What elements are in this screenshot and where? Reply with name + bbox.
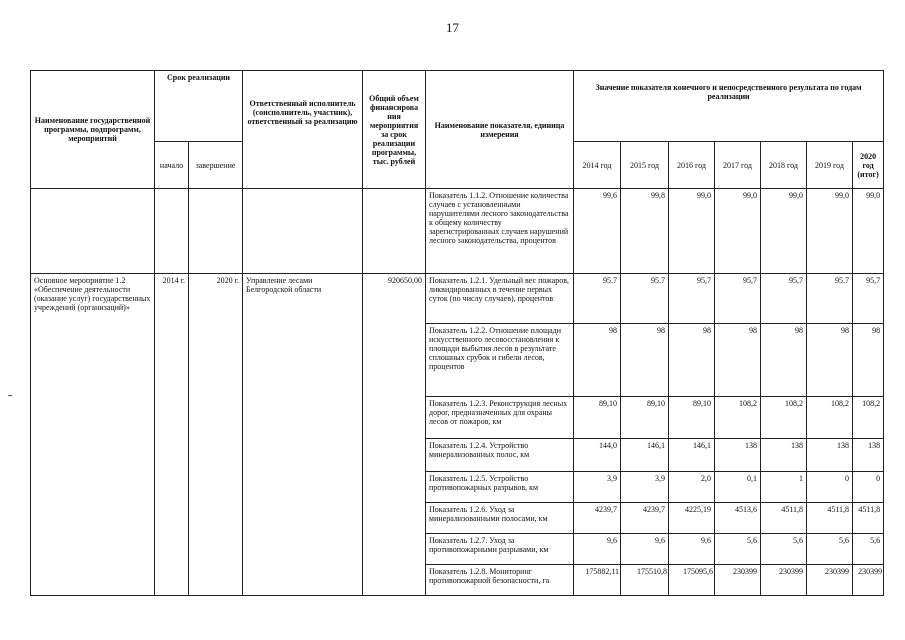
- empty-cell: [31, 189, 155, 274]
- value-cell: 95.7: [807, 274, 853, 324]
- value-cell: 0: [853, 472, 884, 503]
- value-cell: 4511,8: [761, 503, 807, 534]
- value-cell: 138: [853, 439, 884, 472]
- value-cell: 95.7: [574, 274, 621, 324]
- value-cell: 4511,8: [853, 503, 884, 534]
- indicator-cell: Показатель 1.2.8. Мониторинг противопожарной безопасности, га: [426, 565, 574, 596]
- table-row: [31, 274, 884, 324]
- table-row: [31, 189, 884, 274]
- value-cell: 95.7: [621, 274, 669, 324]
- value-cell: 108,2: [761, 397, 807, 439]
- value-cell: 99,0: [715, 189, 761, 274]
- measure-name: Основное мероприятие 1.2 «Обеспечение деятельности (оказание услуг) государственных учреждений (организаций)»: [31, 274, 155, 596]
- value-cell: 138: [715, 439, 761, 472]
- header-year-2014: 2014 год: [574, 142, 621, 189]
- value-cell: 98: [761, 324, 807, 397]
- header-volume: Общий объем финансирова ния мероприятия за срок реализации программы, тыс. рублей: [363, 71, 426, 189]
- value-cell: 89,10: [669, 397, 715, 439]
- value-cell: 9,6: [621, 534, 669, 565]
- header-year-2016: 2016 год: [669, 142, 715, 189]
- value-cell: 95,7: [715, 274, 761, 324]
- value-cell: 4225,19: [669, 503, 715, 534]
- measure-end: 2020 г.: [189, 274, 243, 596]
- value-cell: 98: [715, 324, 761, 397]
- value-cell: 138: [807, 439, 853, 472]
- value-cell: 175095,6: [669, 565, 715, 596]
- header-values: Значение показателя конечного и непосредственного результата по годам реализации: [574, 71, 884, 142]
- value-cell: 230399: [853, 565, 884, 596]
- value-cell: 175882,11: [574, 565, 621, 596]
- value-cell: 4239,7: [574, 503, 621, 534]
- header-period: Срок реализации: [155, 71, 243, 142]
- value-cell: 175510,8: [621, 565, 669, 596]
- value-cell: 98: [853, 324, 884, 397]
- empty-cell: [363, 189, 426, 274]
- value-cell: 9,6: [574, 534, 621, 565]
- measure-responsible: Управление лесами Белгородской области: [243, 274, 363, 596]
- indicator-cell: Показатель 1.1.2. Отношение количества случаев с установленными нарушителями лесного законодательства к общему количеству зарегистрированных случаев нарушений лесного законодательства, процентов: [426, 189, 574, 274]
- header-year-2020: 2020 год (итог): [853, 142, 884, 189]
- value-cell: 99,8: [621, 189, 669, 274]
- header-year-2015: 2015 год: [621, 142, 669, 189]
- value-cell: 0,1: [715, 472, 761, 503]
- value-cell: 3,9: [574, 472, 621, 503]
- value-cell: 5,6: [715, 534, 761, 565]
- value-cell: 0: [807, 472, 853, 503]
- value-cell: 4513,6: [715, 503, 761, 534]
- header-end: завершение: [189, 142, 243, 189]
- value-cell: 99,6: [574, 189, 621, 274]
- value-cell: 5,6: [761, 534, 807, 565]
- value-cell: 4511,8: [807, 503, 853, 534]
- value-cell: 99,0: [807, 189, 853, 274]
- header-start: начало: [155, 142, 189, 189]
- indicator-cell: Показатель 1.2.2. Отношение площади искусственного лесовосстановления к площади выбытия лесов в результате сплошных срубок и гибели лесов, процентов: [426, 324, 574, 397]
- header-indicator: Наименование показателя, единица измерения: [426, 71, 574, 189]
- value-cell: 99,0: [853, 189, 884, 274]
- indicator-cell: Показатель 1.2.3. Реконструкция лесных дорог, предназначенных для охраны лесов от пожаров, км: [426, 397, 574, 439]
- value-cell: 5,6: [853, 534, 884, 565]
- page-number: 17: [446, 20, 459, 35]
- value-cell: 95,7: [853, 274, 884, 324]
- value-cell: 9,6: [669, 534, 715, 565]
- value-cell: 95,7: [761, 274, 807, 324]
- value-cell: 2,0: [669, 472, 715, 503]
- value-cell: 108,2: [807, 397, 853, 439]
- value-cell: 230399: [761, 565, 807, 596]
- value-cell: 108,2: [853, 397, 884, 439]
- header-responsible: Ответственный исполнитель (соисполнитель, участник), ответственный за реализацию: [243, 71, 363, 189]
- indicator-cell: Показатель 1.2.5. Устройство противопожарных разрывов, км: [426, 472, 574, 503]
- value-cell: 230399: [715, 565, 761, 596]
- value-cell: 144,0: [574, 439, 621, 472]
- margin-mark: [8, 395, 12, 396]
- program-table: [30, 70, 884, 596]
- value-cell: 3,9: [621, 472, 669, 503]
- value-cell: 4239,7: [621, 503, 669, 534]
- indicator-cell: Показатель 1.2.4. Устройство минерализованных полос, км: [426, 439, 574, 472]
- measure-start: 2014 г.: [155, 274, 189, 596]
- value-cell: 1: [761, 472, 807, 503]
- value-cell: 95,7: [669, 274, 715, 324]
- empty-cell: [189, 189, 243, 274]
- empty-cell: [243, 189, 363, 274]
- indicator-cell: Показатель 1.2.1. Удельный вес пожаров, ликвидированных в течение первых суток (по числу случаев), процентов: [426, 274, 574, 324]
- value-cell: 5,6: [807, 534, 853, 565]
- header-year-2019: 2019 год: [807, 142, 853, 189]
- header-year-2017: 2017 год: [715, 142, 761, 189]
- indicator-cell: Показатель 1.2.6. Уход за минерализованными полосами, км: [426, 503, 574, 534]
- value-cell: 146,1: [669, 439, 715, 472]
- value-cell: 89,10: [574, 397, 621, 439]
- value-cell: 99,0: [761, 189, 807, 274]
- value-cell: 108,2: [715, 397, 761, 439]
- header-year-2018: 2018 год: [761, 142, 807, 189]
- indicator-cell: Показатель 1.2.7. Уход за противопожарными разрывами, км: [426, 534, 574, 565]
- value-cell: 98: [574, 324, 621, 397]
- value-cell: 146,1: [621, 439, 669, 472]
- value-cell: 89,10: [621, 397, 669, 439]
- empty-cell: [155, 189, 189, 274]
- measure-volume: 920650,00: [363, 274, 426, 596]
- value-cell: 138: [761, 439, 807, 472]
- value-cell: 98: [807, 324, 853, 397]
- value-cell: 230399: [807, 565, 853, 596]
- value-cell: 98: [621, 324, 669, 397]
- header-name: Наименование государственной программы, подпрограмм, мероприятий: [31, 71, 155, 189]
- value-cell: 99,0: [669, 189, 715, 274]
- value-cell: 98: [669, 324, 715, 397]
